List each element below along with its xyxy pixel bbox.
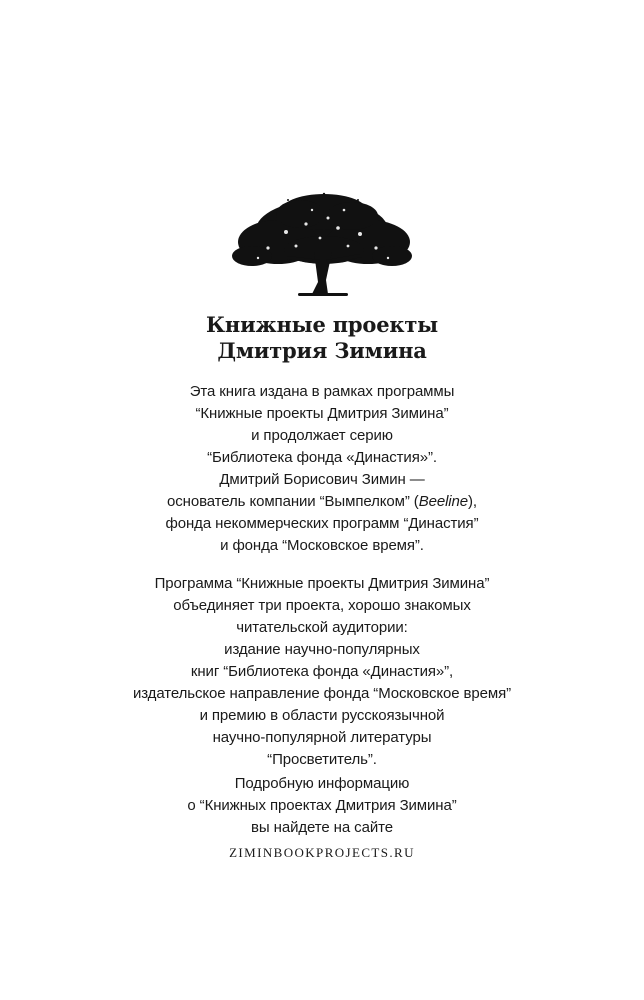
text-line: “Просветитель”. <box>267 751 377 768</box>
paragraph-about-book <box>0 381 644 557</box>
text-line: “Библиотека фонда «Династия»”. <box>207 449 437 466</box>
text-fragment: основатель компании “Вымпелком” ( <box>167 493 419 510</box>
text-line: и фонда “Московское время”. <box>220 537 424 554</box>
text-line: объединяет три проекта, хорошо знакомых <box>173 597 471 614</box>
paragraph-about-program <box>0 573 644 771</box>
text-line: научно-популярной литературы <box>212 729 432 746</box>
text-line: фонда некоммерческих программ “Династия” <box>165 515 479 532</box>
text-fragment: ), <box>468 493 477 510</box>
brand-name: Beeline <box>418 493 469 510</box>
text-line: издание научно-популярных <box>224 641 420 658</box>
text-line: о “Книжных проектах Дмитрия Зимина” <box>187 797 457 814</box>
website-link[interactable]: ZIMINBOOKPROJECTS.RU <box>229 845 415 860</box>
paragraph-more-info <box>0 773 644 839</box>
text-line: Эта книга издана в рамках программы <box>189 383 455 400</box>
text-line: “Книжные проекты Дмитрия Зимина” <box>195 405 449 422</box>
text-line: издательское направление фонда “Московское время” <box>132 685 512 702</box>
text-line: читательской аудитории: <box>236 619 408 636</box>
text-line: вы найдете на сайте <box>251 819 393 836</box>
text-line: Дмитрий Борисович Зимин — <box>219 471 425 488</box>
text-line: Подробную информацию <box>234 775 410 792</box>
text-line: книг “Библиотека фонда «Династия»”, <box>190 663 454 680</box>
text-line: и премию в области русскоязычной <box>199 707 445 724</box>
page-title <box>0 312 644 364</box>
title-line-1: Книжные проекты <box>206 312 438 337</box>
text-line: Программа “Книжные проекты Дмитрия Зимина” <box>154 575 490 592</box>
text-line: и продолжает серию <box>251 427 393 444</box>
title-line-2: Дмитрия Зимина <box>217 338 427 363</box>
text-line <box>0 491 644 513</box>
tree-icon <box>228 190 416 302</box>
